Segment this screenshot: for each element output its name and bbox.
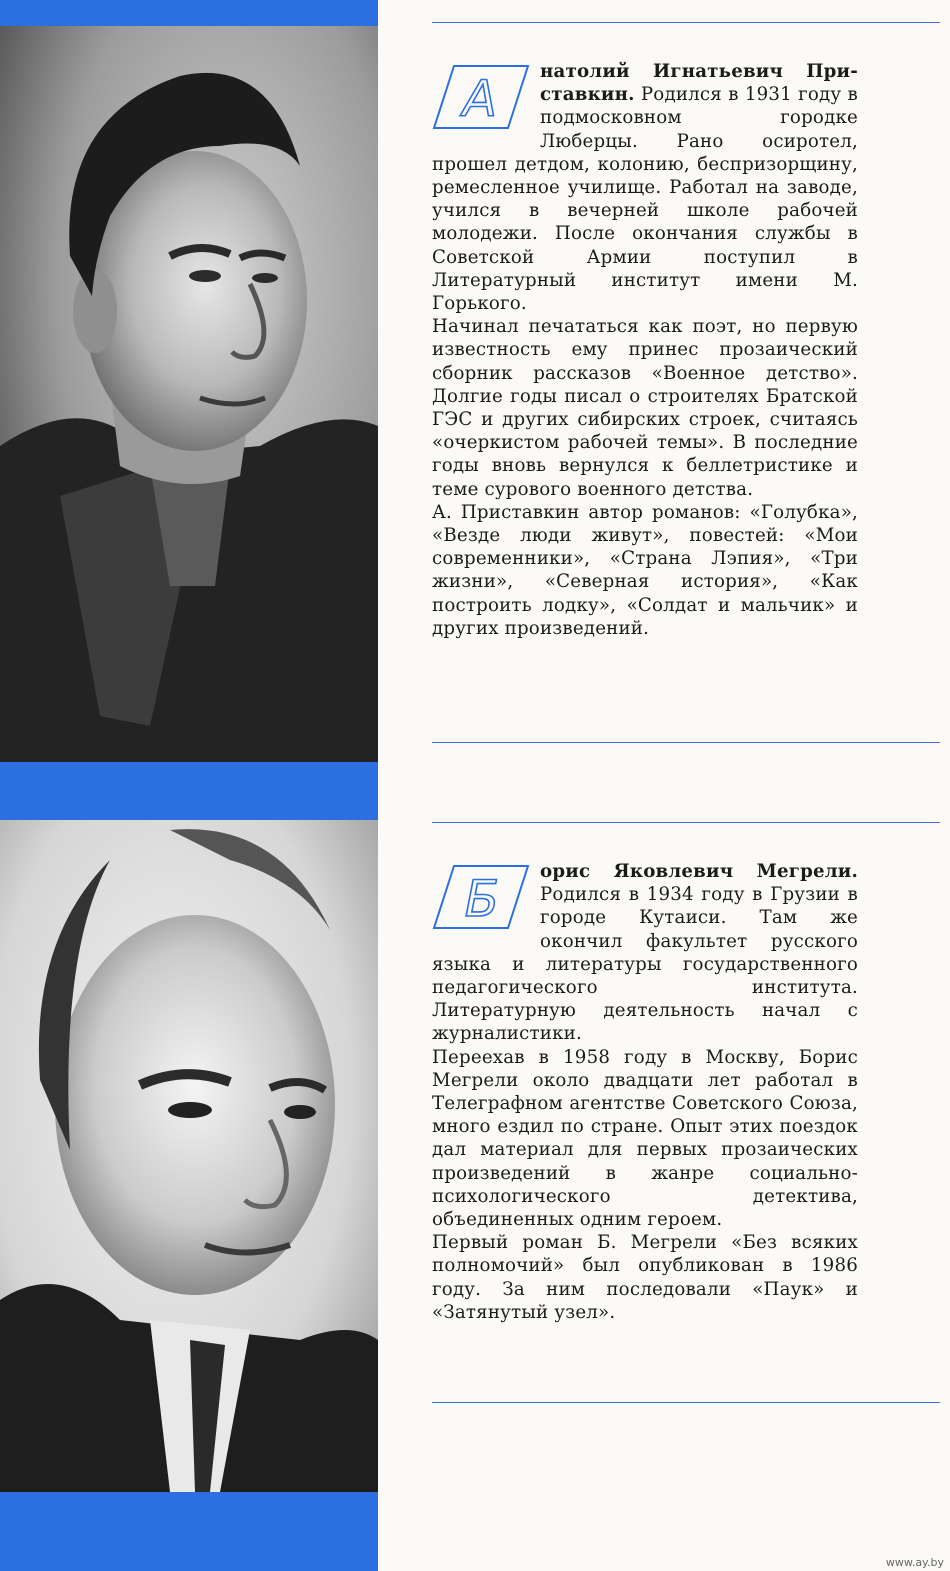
watermark: www.ay.by (885, 1556, 944, 1569)
section-divider (432, 742, 940, 743)
blue-band-bottom (0, 1492, 378, 1571)
top-rule (432, 22, 940, 23)
bio-pristavkin (432, 60, 858, 640)
bio-paragraph: Начинал печататься как поэт, но первую известность ему принес прозаический сборник рассказов «Военное детство». Долгие годы писал о строителях Братской ГЭС и других сибирских строек, считаясь «очеркистом рабочей темы». В последние годы вновь вернулся к беллетристике и теме сурового военного детства. (432, 316, 858, 500)
bio-paragraph: А. Приставкин автор романов: «Голубка», «Везде люди живут», повестей: «Мои современники», «Страна Лэпия», «Три жизни», «Северная история», «Как построить лодку», «Солдат и мальчик» и других произведений. (432, 501, 858, 639)
bio-paragraph: орис Яковлевич Мегрели. Родился в 1934 году в Грузии в городе Кутаиси. Там же окончил факультет русского языка и литературы государственного педагогического института. Литературную деятельность начал с журналистики. (432, 861, 858, 1045)
author-name: орис Яковлевич Мегрели. (540, 861, 858, 882)
bio-megreli (432, 860, 858, 1324)
svg-text:Б: Б (464, 870, 500, 928)
bio-paragraph: Переехав в 1958 году в Москву, Борис Мегрели около двадцати лет работал в Телеграфном агентстве Советского Союза, много ездил по стране. Опыт этих поездок дал материал для первых прозаических произведений в жанре социально-психологического детектива, объединенных одним героем. (432, 1046, 858, 1231)
author-name: натолий Игнатьевич При-ставкин. (540, 61, 858, 106)
drop-cap-b (432, 864, 530, 930)
section-divider-2 (432, 822, 940, 823)
portrait-photo-pristavkin (0, 26, 378, 762)
bio-paragraph: натолий Игнатьевич При-ставкин. Родился в 1931 году в подмосковном городке Люберцы. Рано осиротел, прошел детдом, колонию, беспризорщину, ремесленное училище. Работал на заводе, учился в вечерней школе рабочей молодежи. После окончания службы в Советской Армии поступил в Литературный институт имени М. Горького. (432, 61, 858, 315)
bio-paragraph: Первый роман Б. Мегрели «Без всяких полномочий» был опубликован в 1986 году. За ним последовали «Паук» и «Затянутый узел». (432, 1232, 858, 1323)
drop-cap-a (432, 64, 530, 130)
svg-text:А: А (462, 70, 498, 128)
blue-band (0, 762, 378, 820)
portrait-photo-megreli (0, 820, 378, 1492)
bottom-rule (432, 1402, 940, 1403)
